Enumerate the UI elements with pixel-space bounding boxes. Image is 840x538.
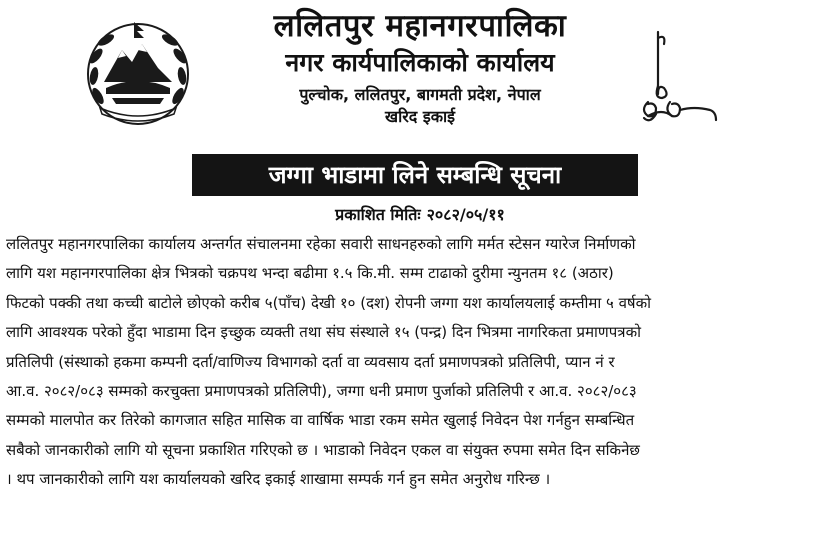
procurement-unit: खरिद इकाई	[385, 107, 455, 126]
body-line: ललितपुर महानगरपालिका कार्यालय अन्तर्गत संचालनमा रहेका सवारी साधनहरुको लागि मर्मत स्टेसन ग्यारेज निर्माणको	[6, 235, 636, 253]
office-address: पुल्चोक, ललितपुर, बागमती प्रदेश, नेपाल	[299, 85, 541, 104]
body-line: लागि आवश्यक परेको हुँदा भाडामा दिन इच्छुक व्यक्ती तथा संघ संस्थाले १५ (पन्द्र) दिन भित्रमा नागरिकता प्रमाणपत्रको	[6, 323, 641, 342]
body-line: आ.व. २०८२/०८३ सम्मको करचुक्ता प्रमाणपत्रको प्रतिलिपी), जग्गा धनी प्रमाण पुर्जाको प्रतिलिपी र आ.व. २०८२/०८३	[6, 382, 637, 401]
municipality-title: ललितपुर महानगरपालिका	[273, 8, 567, 44]
notice-body	[6, 230, 836, 495]
body-line: । थप जानकारीको लागि यश कार्यालयको खरिद इकाई शाखामा सम्पर्क गर्न हुन समेत अनुरोध गरिन्छ ।	[6, 470, 551, 489]
body-line: लागि यश महानगरपालिका क्षेत्र भित्रको चक्रपथ भन्दा बढीमा १.५ कि.मी. सम्म टाढाको दुरीमा न्युनतम १८ (अठार)	[6, 264, 614, 283]
notice-title: जग्गा भाडामा लिने सम्बन्धि सूचना	[192, 154, 638, 196]
body-line: सम्मको मालपोत कर तिरेको कागजात सहित मासिक वा वार्षिक भाडा रकम समेत खुलाई निवेदन पेश गर्नहुन सम्बन्धित	[6, 411, 635, 430]
office-name: नगर कार्यपालिकाको कार्यालय	[285, 48, 555, 77]
office-header	[200, 4, 640, 128]
published-label: प्रकाशित मितिः	[335, 205, 421, 224]
signature-image	[618, 24, 728, 136]
body-line: फिटको पक्की तथा कच्ची बाटोले छोएको करीब ५(पाँच) देखी १० (दश) रोपनी जग्गा यश कार्यालयलाई कम्तीमा ५ वर्षको	[6, 293, 651, 312]
body-line: प्रतिलिपी (संस्थाको हकमा कम्पनी दर्ता/वाणिज्य विभागको दर्ता वा व्यवसाय दर्ता प्रमाणपत्रको प्रतिलिपी, प्यान नं र	[6, 352, 615, 371]
nepal-government-emblem-icon	[82, 16, 194, 128]
published-date: २०८२/०५/११	[426, 205, 505, 224]
body-line: सबैको जानकारीको लागि यो सूचना प्रकाशित गरिएको छ । भाडाको निवेदन एकल वा संयुक्त रुपमा समेत दिन सकिनेछ	[6, 440, 640, 459]
published-date-line	[0, 203, 840, 227]
